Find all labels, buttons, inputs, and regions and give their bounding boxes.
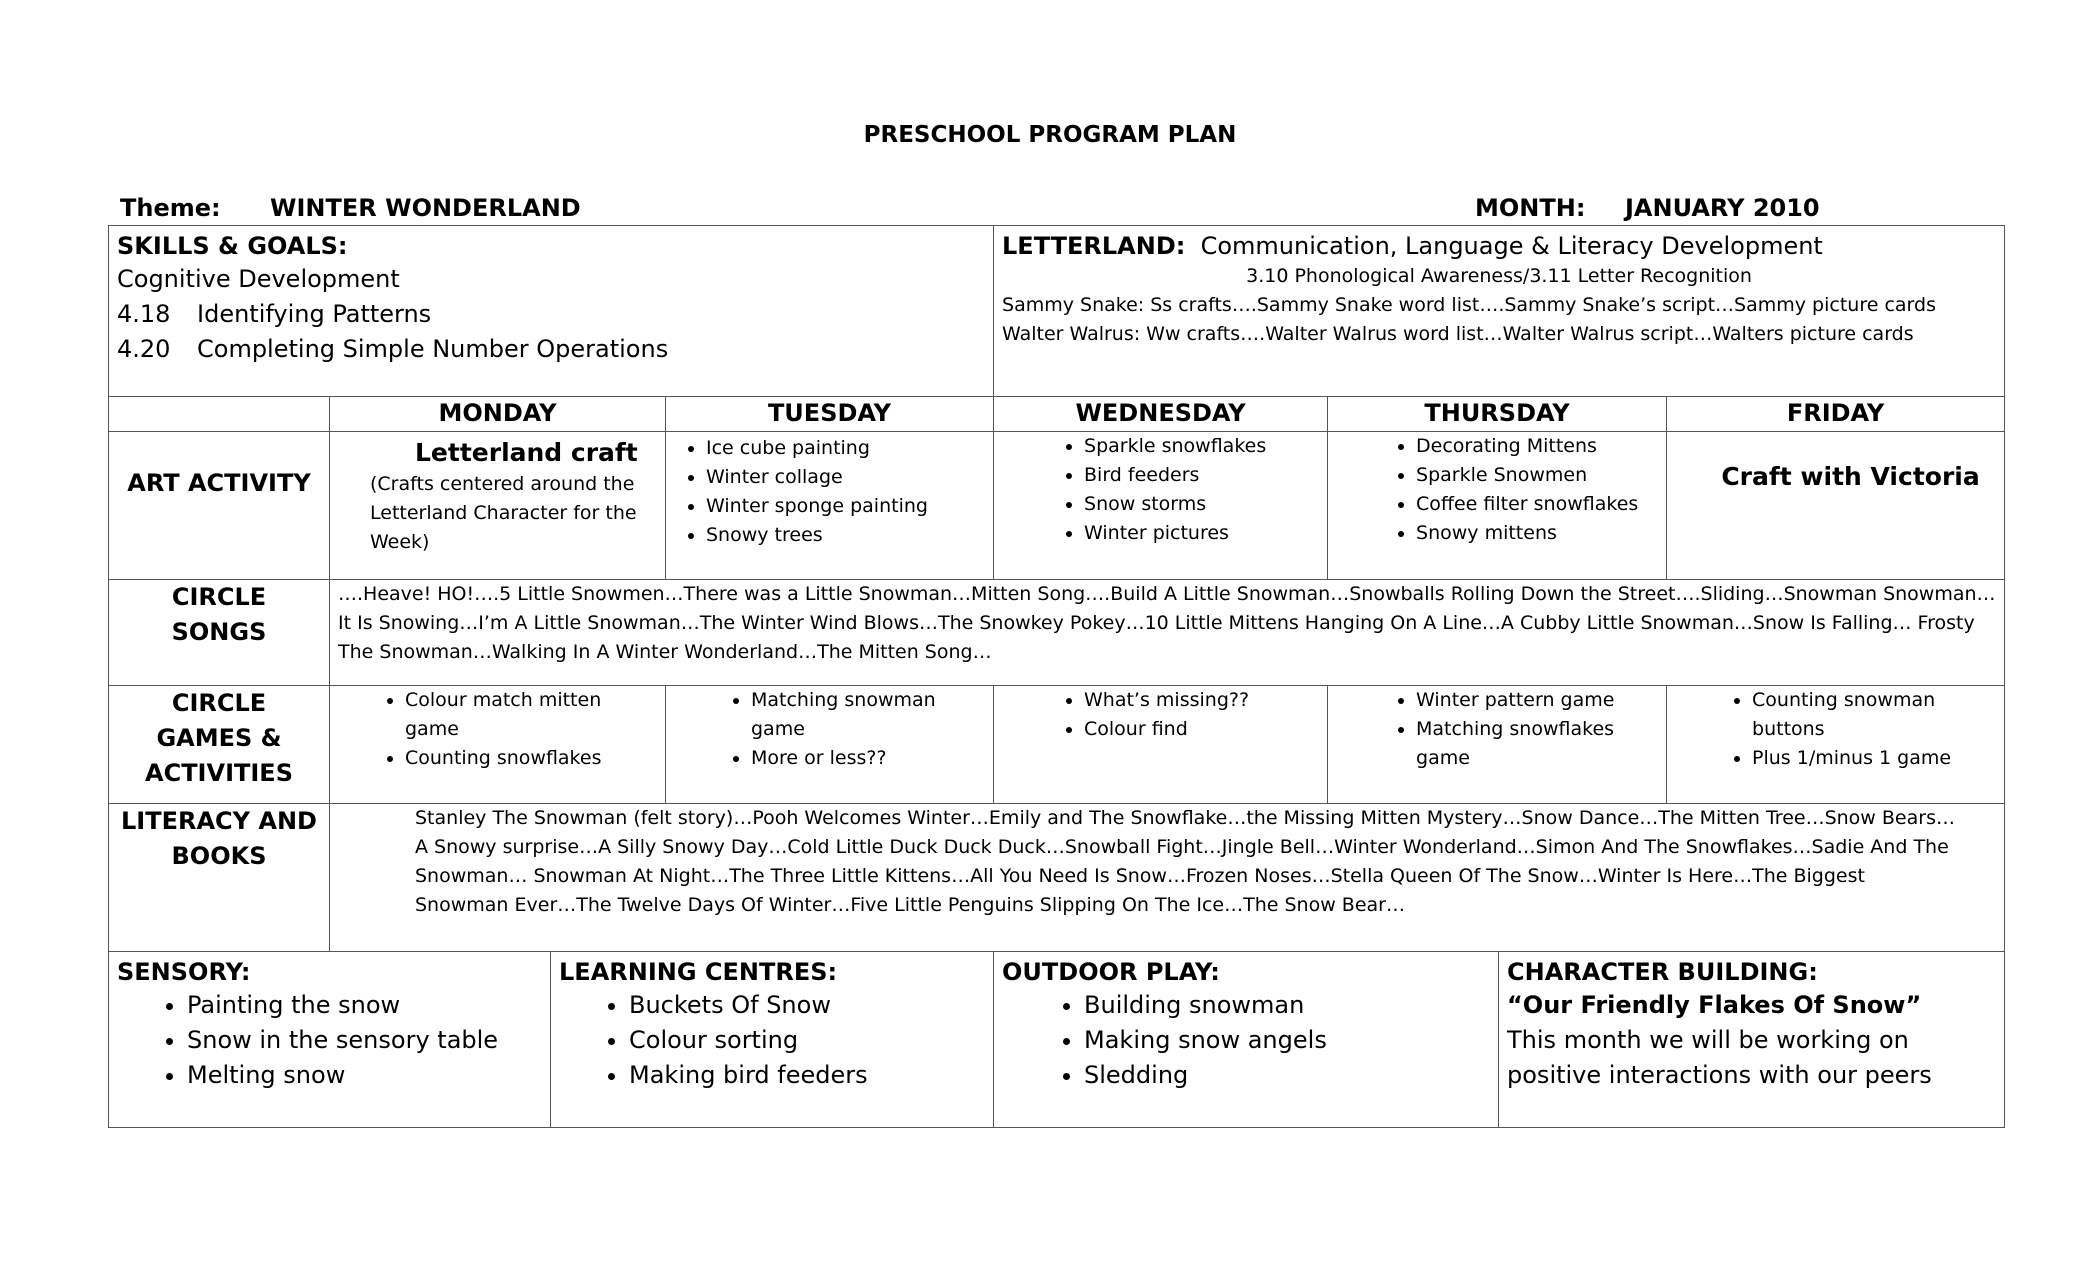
songs-cell	[330, 580, 2005, 686]
art-friday	[1667, 432, 2005, 580]
games-wednesday-list	[994, 686, 1327, 744]
art-thursday	[1328, 432, 1667, 580]
list-item: • Winter pattern game	[1416, 686, 1656, 715]
day-monday: MONDAY	[330, 397, 666, 432]
list-item: • Winter sponge painting	[706, 492, 993, 521]
skills-heading: SKILLS & GOALS:	[117, 232, 348, 260]
games-tuesday	[666, 686, 994, 804]
art-monday-title: Letterland craft	[415, 438, 638, 467]
list-item: • Counting snowman buttons	[1752, 686, 1972, 744]
art-wednesday	[994, 432, 1328, 580]
games-thursday-list	[1328, 686, 1656, 773]
goal-text: Identifying Patterns	[197, 300, 432, 328]
art-tuesday	[666, 432, 994, 580]
literacy-row	[109, 804, 2005, 952]
games-label-line-1: CIRCLE	[171, 689, 267, 717]
art-wednesday-list	[994, 432, 1327, 548]
list-item: • Matching snowflakes game	[1416, 715, 1656, 773]
list-item: • More or less??	[751, 744, 961, 773]
games-label-line-2: GAMES &	[156, 724, 282, 752]
art-friday-text: Craft with Victoria	[1721, 462, 1980, 491]
list-item: • What’s missing??	[1084, 686, 1327, 715]
goal-text: Completing Simple Number Operations	[197, 335, 669, 363]
month-label: MONTH:	[1475, 194, 1586, 222]
character-heading: CHARACTER BUILDING:	[1507, 958, 1818, 986]
games-wednesday	[994, 686, 1328, 804]
goal-number: 4.20	[117, 335, 171, 363]
list-item: • Snow storms	[1084, 490, 1327, 519]
games-label-cell	[109, 686, 330, 804]
games-row	[109, 686, 2005, 804]
outdoor-heading: OUTDOOR PLAY:	[1002, 958, 1220, 986]
skills-area: Cognitive Development	[117, 265, 400, 293]
letterland-subject: Communication, Language & Literacy Development	[1200, 232, 1823, 260]
skills-row	[109, 226, 2005, 397]
songs-label-cell	[109, 580, 330, 686]
letterland-walter: Walter Walrus: Ww crafts….Walter Walrus word list…Walter Walrus script…Walters picture cards	[1002, 323, 1914, 345]
skills-goal-1	[117, 297, 985, 332]
outdoor-cell	[994, 952, 1499, 1128]
goal-number: 4.18	[117, 300, 171, 328]
day-thursday: THURSDAY	[1328, 397, 1667, 432]
list-item: • Making bird feeders	[629, 1058, 985, 1093]
day-header-blank	[109, 397, 330, 432]
art-monday-desc: (Crafts centered around the Letterland Character for the Week)	[370, 473, 637, 553]
list-item: • Colour match mitten game	[405, 686, 635, 744]
day-friday: FRIDAY	[1667, 397, 2005, 432]
theme-value: WINTER WONDERLAND	[270, 194, 581, 222]
day-wednesday: WEDNESDAY	[994, 397, 1328, 432]
songs-label-line-1: CIRCLE	[171, 583, 267, 611]
learning-heading: LEARNING CENTRES:	[559, 958, 838, 986]
games-friday	[1667, 686, 2005, 804]
literacy-label-line-1: LITERACY AND	[121, 807, 317, 835]
month-value: JANUARY 2010	[1625, 194, 1820, 222]
bottom-row	[109, 952, 2005, 1128]
list-item: • Plus 1/minus 1 game	[1752, 744, 1972, 773]
list-item: • Bird feeders	[1084, 461, 1327, 490]
songs-row	[109, 580, 2005, 686]
outdoor-list	[1002, 988, 1490, 1093]
sensory-heading: SENSORY:	[117, 958, 251, 986]
list-item: • Colour find	[1084, 715, 1327, 744]
list-item: • Matching snowman game	[751, 686, 961, 744]
list-item: • Winter pictures	[1084, 519, 1327, 548]
literacy-label-line-2: BOOKS	[171, 842, 267, 870]
art-tuesday-list	[666, 432, 993, 550]
art-thursday-list	[1328, 432, 1666, 548]
games-monday	[330, 686, 666, 804]
page-title: PRESCHOOL PROGRAM PLAN	[863, 122, 1237, 148]
list-item: • Ice cube painting	[706, 434, 993, 463]
learning-list	[559, 988, 985, 1093]
list-item: • Painting the snow	[187, 988, 542, 1023]
program-plan-table	[108, 225, 2005, 1128]
songs-label-line-2: SONGS	[171, 618, 267, 646]
list-item: • Coffee filter snowflakes	[1416, 490, 1666, 519]
list-item: • Sledding	[1084, 1058, 1490, 1093]
letterland-sammy: Sammy Snake: Ss crafts….Sammy Snake word list….Sammy Snake’s script…Sammy picture cards	[1002, 294, 1936, 316]
list-item: • Winter collage	[706, 463, 993, 492]
list-item: • Melting snow	[187, 1058, 542, 1093]
sensory-cell	[109, 952, 551, 1128]
games-monday-list	[330, 686, 635, 773]
list-item: • Colour sorting	[629, 1023, 985, 1058]
sensory-list	[117, 988, 542, 1093]
character-cell	[1499, 952, 2005, 1128]
list-item: • Snowy trees	[706, 521, 993, 550]
list-item: • Counting snowflakes	[405, 744, 635, 773]
literacy-cell	[330, 804, 2005, 952]
letterland-heading: LETTERLAND:	[1002, 232, 1186, 260]
literacy-label-cell	[109, 804, 330, 952]
letterland-standards: 3.10 Phonological Awareness/3.11 Letter Recognition	[1246, 265, 1752, 287]
list-item: • Making snow angels	[1084, 1023, 1490, 1058]
list-item: • Snowy mittens	[1416, 519, 1666, 548]
letterland-cell	[994, 226, 2005, 397]
songs-text: ….Heave! HO!….5 Little Snowmen…There was a Little Snowman…Mitten Song….Build A Little Snowman…Snowballs Rolling Down the Street….Sliding…Snowman Snowman… It Is Snowing…I’m A Little Snowman…The Winter Wind Blows…The Snowkey Pokey…10 Little Mittens Hanging On A Line…A Cubby Little Snowman…Snow Is Falling… Frosty The Snowman…Walking In A Winter Wonderland…The Mitten Song…	[338, 583, 1996, 663]
character-text: This month we will be working on positive interactions with our peers	[1507, 1026, 1932, 1089]
art-row	[109, 432, 2005, 580]
day-tuesday: TUESDAY	[666, 397, 994, 432]
list-item: • Building snowman	[1084, 988, 1490, 1023]
games-tuesday-list	[666, 686, 961, 773]
art-monday	[330, 432, 666, 580]
list-item: • Sparkle Snowmen	[1416, 461, 1666, 490]
art-label: ART ACTIVITY	[127, 469, 311, 497]
literacy-text: Stanley The Snowman (felt story)…Pooh Welcomes Winter…Emily and The Snowflake…the Missing Mitten Mystery…Snow Dance…The Mitten Tree…Snow Bears…A Snowy surprise…A Silly Snowy Day…Cold Little Duck Duck Duck…Snowball Fight…Jingle Bell…Winter Wonderland…Simon And The Snowflakes…Sadie And The Snowman… Snowman At Night…The Three Little Kittens…All You Need Is Snow…Frozen Noses…Stella Queen Of The Snow…Winter Is Here…The Biggest Snowman Ever…The Twelve Days Of Winter…Five Little Penguins Slipping On The Ice…The Snow Bear…	[415, 807, 1955, 916]
list-item: • Snow in the sensory table	[187, 1023, 542, 1058]
letterland-heading-line	[1002, 230, 1996, 262]
day-header-row	[109, 397, 2005, 432]
art-label-cell	[109, 432, 330, 580]
character-quote: “Our Friendly Flakes Of Snow”	[1507, 991, 1922, 1019]
games-label-line-3: ACTIVITIES	[145, 759, 293, 787]
list-item: • Buckets Of Snow	[629, 988, 985, 1023]
theme-label: Theme:	[120, 194, 221, 222]
games-thursday	[1328, 686, 1667, 804]
list-item: • Decorating Mittens	[1416, 432, 1666, 461]
skills-goal-2	[117, 332, 985, 367]
learning-cell	[551, 952, 994, 1128]
list-item: • Sparkle snowflakes	[1084, 432, 1327, 461]
skills-cell	[109, 226, 994, 397]
games-friday-list	[1667, 686, 1972, 773]
